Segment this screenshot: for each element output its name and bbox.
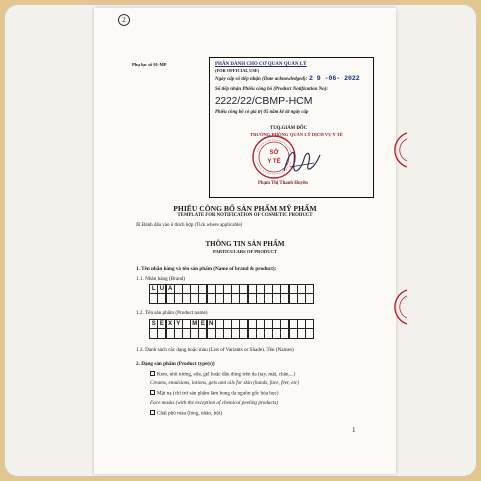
signature-icon	[280, 143, 324, 181]
svg-text:SỞ: SỞ	[269, 150, 279, 156]
letter-cell: M	[192, 321, 198, 327]
signer-title-2: TRƯỞNG PHÒNG QUẢN LÝ DỊCH VỤ Y TẾ	[250, 132, 343, 137]
type-option-3	[150, 410, 222, 417]
brand-grid-row-2	[150, 294, 314, 304]
notif-number	[215, 95, 313, 107]
brand-grid	[150, 284, 314, 294]
type-3-label: Chất phủ màu (lỏng, nhão, bột)	[157, 410, 222, 417]
section-title-en: PARTICULARS OF PRODUCT	[213, 249, 277, 254]
item-1-3-label: 1.3. Danh sách các dạng hoặc màu (List of Variants or Shade). Tên (Names)	[136, 347, 294, 353]
official-use-box	[209, 57, 374, 198]
type-2-checkbox[interactable]	[150, 390, 155, 395]
letter-cell: E	[157, 319, 166, 329]
ack-date-stamp: 2 9 -06- 2022	[309, 75, 360, 82]
svg-text:Y TẾ: Y TẾ	[267, 159, 281, 165]
tick-note: ☒ Đánh dấu vào ô thích hợp (Tick where applicable)	[136, 223, 243, 228]
letter-cell: Y	[174, 319, 183, 329]
empty-cell	[305, 294, 314, 304]
official-box-title: PHẦN DÀNH CHO CƠ QUAN QUẢN LÝ	[215, 62, 307, 67]
margin-seal-top-icon	[381, 131, 407, 169]
letter-cell: X	[166, 319, 175, 329]
letter-cell: E	[198, 319, 207, 329]
letter-cell: S	[149, 319, 158, 329]
letter-cell: L	[149, 284, 158, 294]
document-title-en: TEMPLATE FOR NOTIFICATION OF COSMETIC PRODUCT	[177, 213, 313, 218]
page-number: 1	[352, 426, 356, 434]
item-1-1-label: 1.1. Nhãn hàng (Brand)	[136, 276, 186, 282]
document-title: PHIẾU CÔNG BỐ SẢN PHẨM MỸ PHẨM	[173, 204, 317, 213]
letter-cell: N	[207, 319, 216, 329]
type-2-label: Mặt nạ (chỉ trừ sản phẩm làm bong da nguồn gốc hóa học)	[157, 390, 279, 397]
item-2-heading: 2. Dạng sản phẩm (Product type(s))	[136, 361, 215, 367]
item-1-heading: 1. Tên nhãn hàng và tên sản phẩm (Name of brand & product):	[136, 266, 277, 272]
validity-note: Phiếu công bố có giá trị 05 năm kể từ ngày cấp	[215, 110, 309, 115]
signer-name: Phạm Thị Thanh Huyền	[258, 181, 308, 186]
letter-cell: U	[157, 284, 166, 294]
type-option-1	[150, 371, 295, 378]
type-2-label-en: Face masks (with the exception of chemical peeling products)	[150, 400, 279, 406]
product-grid	[150, 319, 314, 329]
letter-cell	[305, 284, 314, 294]
empty-cell	[305, 329, 314, 339]
type-option-2	[150, 390, 279, 397]
letter-cell	[305, 319, 314, 329]
appendix-ref: Phụ lục số 01-MP	[132, 62, 167, 67]
margin-seal-bottom-icon	[381, 288, 407, 326]
type-1-label-en: Creams, emulsions, lotions, gels and oils for skin (hands, face, feet, etc)	[150, 380, 299, 386]
letter-cell: A	[166, 284, 175, 294]
section-title: THÔNG TIN SẢN PHẨM	[205, 240, 285, 248]
notif-label: Số tiếp nhận Phiếu công bố (Product Notification No):	[215, 87, 329, 92]
item-1-2-label: 1.2. Tên sản phẩm (Product name)	[136, 310, 208, 316]
official-box-title-en: (FOR OFFICIAL USE)	[215, 68, 260, 73]
ack-label: Ngày cấp số tiếp nhận (Date acknowledged):	[215, 77, 308, 82]
signer-title-1: TUQ.GIÁM ĐỐC	[270, 126, 308, 131]
notif-number-code: /22/CBMP-HCM	[237, 95, 313, 107]
corner-number: 2	[118, 14, 130, 26]
type-1-checkbox[interactable]	[150, 371, 155, 376]
product-grid-row-2	[150, 329, 314, 339]
type-3-checkbox[interactable]	[150, 410, 155, 415]
notif-number-digits: 2222	[215, 96, 238, 107]
type-1-label: Kem, nhũ tương, sữa, gel hoặc dầu dùng trên da (tay, mặt, chân,...)	[157, 371, 296, 378]
